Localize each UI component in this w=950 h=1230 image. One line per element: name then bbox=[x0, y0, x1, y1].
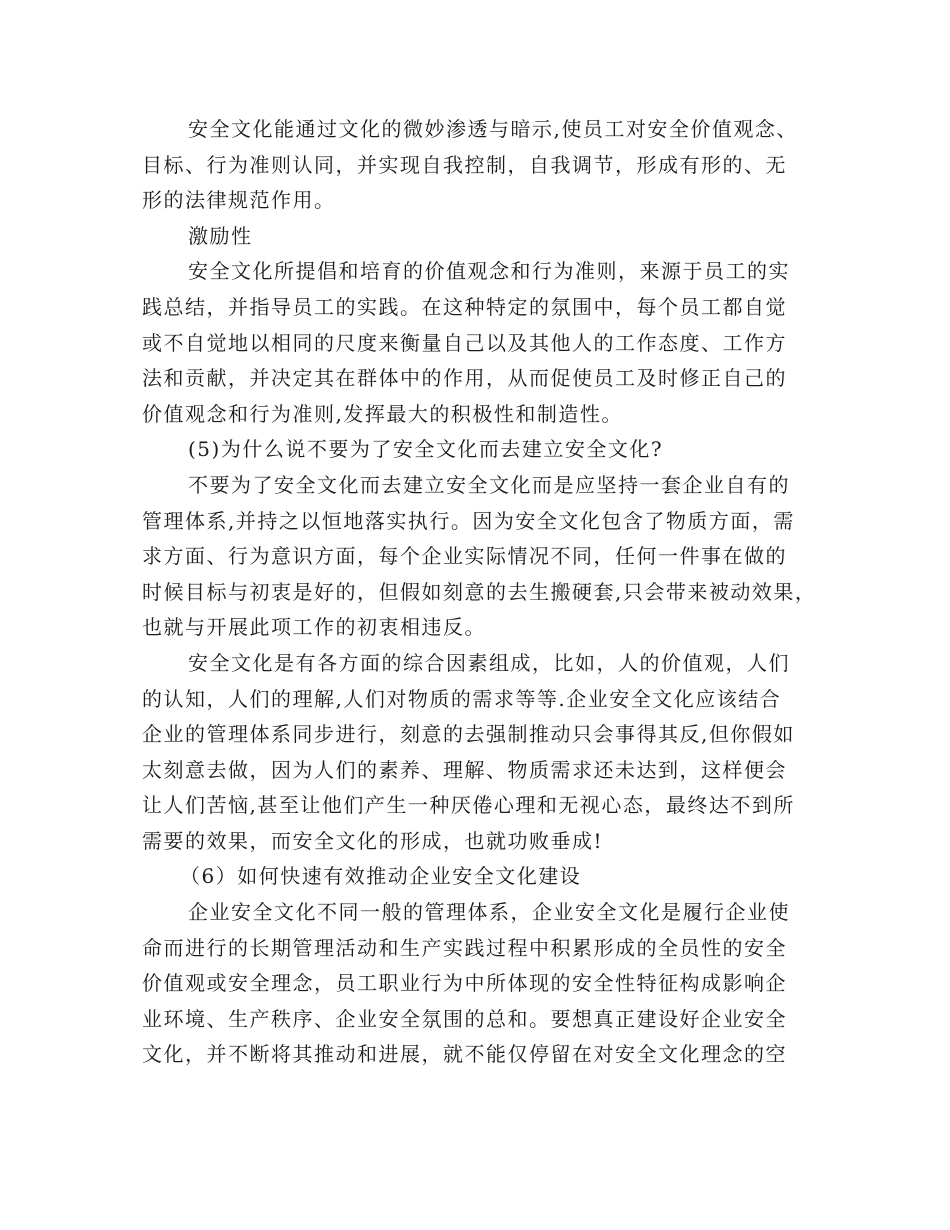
text-line: 求方面、行为意识方面，每个企业实际情况不同，任何一件事在做的 bbox=[142, 544, 787, 569]
text-line: 不要为了安全文化而去建立安全文化而是应坚持一套企业自有的 bbox=[188, 472, 790, 497]
text-line: 命而进行的长期管理活动和生产实践过程中积累形成的全员性的安全 bbox=[142, 935, 787, 960]
text-line: 也就与开展此项工作的初衷相违反。 bbox=[142, 615, 486, 640]
text-line: 目标、行为准则认同，并实现自我控制，自我调节，形成有形的、无 bbox=[142, 152, 787, 177]
text-line: 业环境、生产秩序、企业安全氛围的总和。要想真正建设好企业安全 bbox=[142, 1006, 787, 1031]
text-line: 安全文化所提倡和培育的价值观念和行为准则，来源于员工的实 bbox=[188, 259, 790, 284]
text-line: 安全文化是有各方面的综合因素组成，比如，人的价值观，人们 bbox=[188, 650, 790, 675]
text-line: 管理体系,并持之以恒地落实执行。因为安全文化包含了物质方面，需 bbox=[142, 508, 795, 533]
text-line: 形的法律规范作用。 bbox=[142, 188, 336, 213]
text-line: 太刻意去做，因为人们的素养、理解、物质需求还未达到，这样便会 bbox=[142, 757, 787, 782]
text-line: 时候目标与初衷是好的，但假如刻意的去生搬硬套,只会带来被动效果， bbox=[142, 579, 817, 604]
text-line: 践总结，并指导员工的实践。在这种特定的氛围中，每个员工都自觉 bbox=[142, 294, 787, 319]
text-line: 企业的管理体系同步进行，刻意的去强制推动只会事得其反,但你假如 bbox=[142, 722, 795, 747]
text-line: 法和贡献，并决定其在群体中的作用，从而促使员工及时修正自己的 bbox=[142, 366, 787, 391]
text-line: 的认知，人们的理解,人们对物质的需求等等.企业安全文化应该结合 bbox=[142, 686, 782, 711]
text-line: 文化，并不断将其推动和进展，就不能仅停留在对安全文化理念的空 bbox=[142, 1042, 787, 1067]
text-line: 或不自觉地以相同的尺度来衡量自己以及其他人的工作态度、工作方 bbox=[142, 330, 787, 355]
text-line: 价值观或安全理念，员工职业行为中所体现的安全性特征构成影响企 bbox=[142, 971, 787, 996]
section-heading: （6）如何快速有效推动企业安全文化建设 bbox=[180, 864, 582, 889]
text-line: 价值观念和行为准则,发挥最大的积极性和制造性。 bbox=[142, 401, 623, 426]
text-line: 让人们苦恼,甚至让他们产生一种厌倦心理和无视心态，最终达不到所 bbox=[142, 793, 795, 818]
section-heading: (5)为什么说不要为了安全文化而去建立安全文化? bbox=[188, 437, 664, 462]
text-line: 企业安全文化不同一般的管理体系，企业安全文化是履行企业使 bbox=[188, 900, 790, 925]
document-body bbox=[142, 112, 822, 1073]
text-line: 需要的效果，而安全文化的形成，也就功败垂成! bbox=[142, 828, 604, 853]
text-line: 安全文化能通过文化的微妙渗透与暗示,使员工对安全价值观念、 bbox=[188, 117, 798, 141]
section-heading: 激励性 bbox=[188, 223, 253, 248]
